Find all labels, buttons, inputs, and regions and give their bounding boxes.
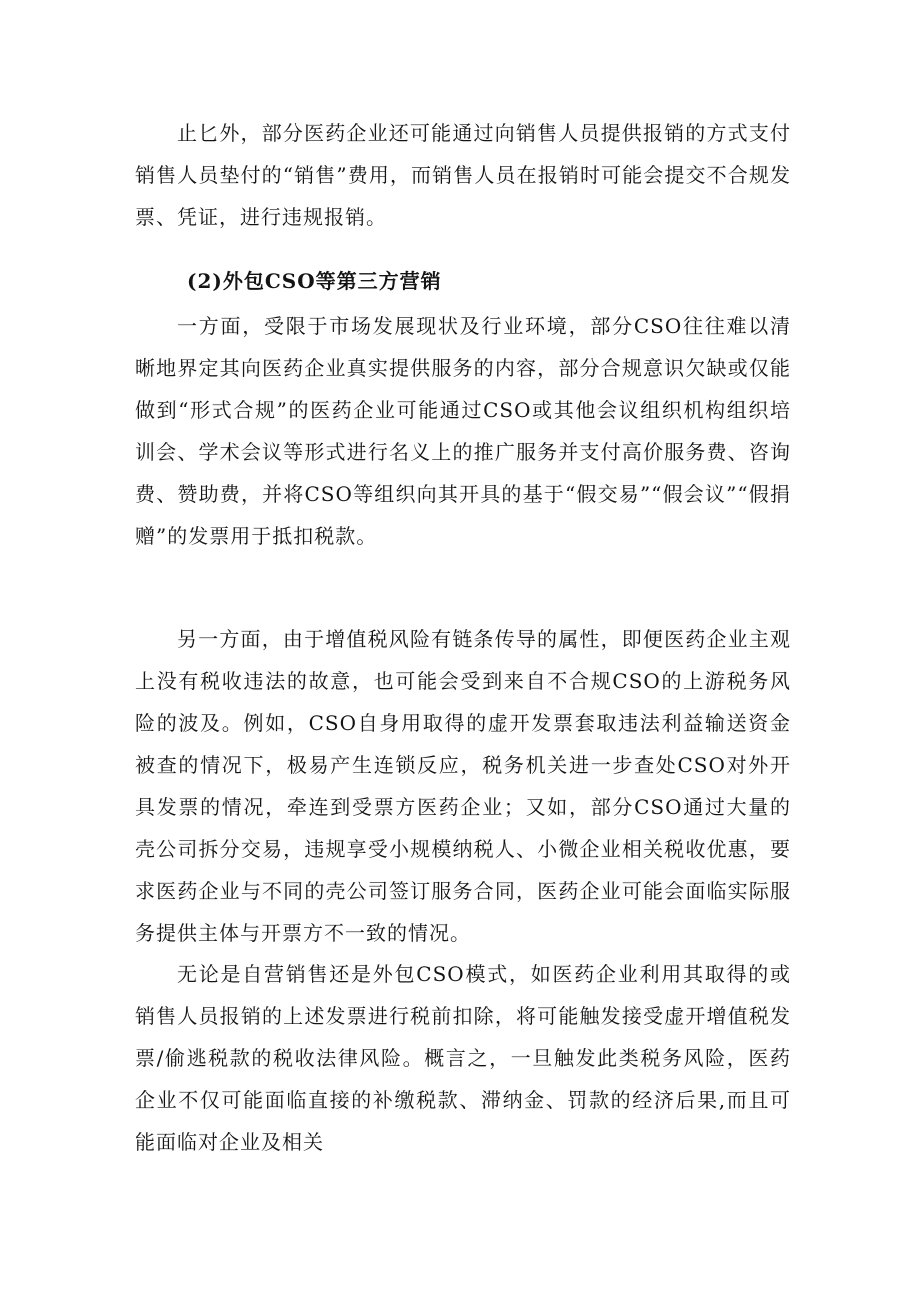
paragraph-reimbursement: 止匕外，部分医药企业还可能通过向销售人员提供报销的方式支付销售人员垫付的“销售”费用，而销售人员在报销时可能会提交不合规发票、凭证，进行违规报销。 (135, 121, 791, 229)
section-heading-outsourced-cso: (2)外包CSO等第三方营销 (187, 269, 442, 293)
paragraph-on-one-hand: 一方面，受限于市场发展现状及行业环境，部分CSO往往难以清晰地界定其向医药企业真实提供服务的内容，部分合规意识欠缺或仅能做到“形式合规”的医药企业可能通过CSO或其他会议组织机构组织培训会、学术会议等形式进行名义上的推广服务并支付高价服务费、咨询费、赞助费，并将CSO等组织向其开具的基于“假交易”“假会议”“假捐赠”的发票用于抵扣税款。 (135, 314, 791, 548)
paragraph-on-other-hand: 另一方面，由于增值税风险有链条传导的属性，即便医药企业主观上没有税收违法的故意，也可能会受到来自不合规CSO的上游税务风险的波及。例如，CSO自身用取得的虚开发票套取违法利益输送资金被查的情况下，极易产生连锁反应，税务机关进一步查处CSO对外开具发票的情况，牵连到受票方医药企业；又如，部分CSO通过大量的壳公司拆分交易，违规享受小规模纳税人、小微企业相关税收优惠，要求医药企业与不同的壳公司签订服务合同，医药企业可能会面临实际服务提供主体与开票方不一致的情况。 (135, 627, 791, 945)
paragraph-conclusion: 无论是自营销售还是外包CSO模式，如医药企业利用其取得的或销售人员报销的上述发票进行税前扣除，将可能触发接受虚开增值税发票/偷逃税款的税收法律风险。概言之，一旦触发此类税务风险，医药企业不仅可能面临直接的补缴税款、滞纳金、罚款的经济后果,而且可能面临对企业及相关 (135, 962, 791, 1154)
